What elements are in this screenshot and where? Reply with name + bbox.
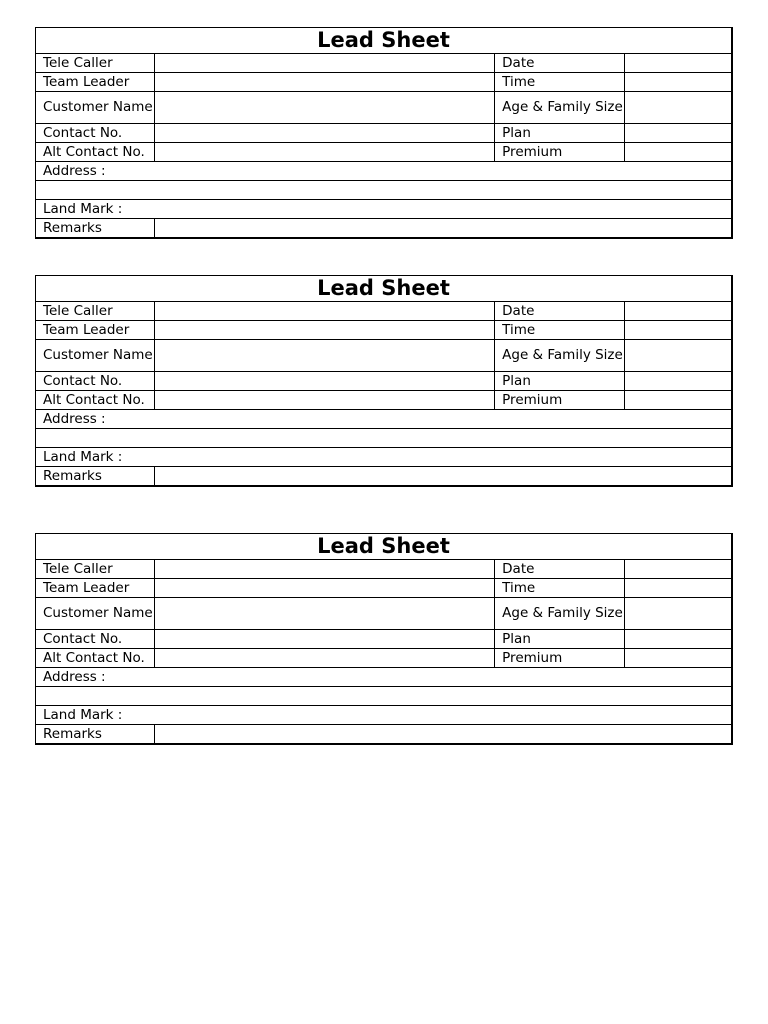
remarks-label: Remarks (36, 725, 155, 745)
contact-no-label: Contact No. (36, 124, 155, 143)
tele-caller-label: Tele Caller (36, 560, 155, 579)
lead-sheet-table (35, 275, 733, 487)
address-field[interactable] (36, 181, 733, 200)
premium-field[interactable] (625, 391, 732, 410)
customer-name-field[interactable] (154, 340, 495, 372)
team-leader-label: Team Leader (36, 73, 155, 92)
alt-contact-no-label: Alt Contact No. (36, 143, 155, 162)
alt-contact-no-field[interactable] (154, 649, 495, 668)
plan-label: Plan (495, 630, 625, 649)
lead-sheet-form (35, 275, 733, 487)
remarks-field[interactable] (154, 725, 732, 745)
time-field[interactable] (625, 321, 732, 340)
tele-caller-label: Tele Caller (36, 54, 155, 73)
team-leader-label: Team Leader (36, 321, 155, 340)
tele-caller-label: Tele Caller (36, 302, 155, 321)
premium-field[interactable] (625, 649, 732, 668)
lead-sheet-table (35, 27, 733, 239)
lead-sheet-title: Lead Sheet (36, 28, 733, 54)
remarks-label: Remarks (36, 219, 155, 239)
age-family-size-label: Age & Family Size (495, 92, 625, 124)
lead-sheet-table (35, 533, 733, 745)
address-label: Address : (36, 410, 733, 429)
lead-sheet-title: Lead Sheet (36, 276, 733, 302)
remarks-field[interactable] (154, 467, 732, 487)
date-label: Date (495, 302, 625, 321)
remarks-field[interactable] (154, 219, 732, 239)
plan-field[interactable] (625, 124, 732, 143)
plan-label: Plan (495, 124, 625, 143)
customer-name-label: Customer Name (36, 92, 155, 124)
plan-field[interactable] (625, 630, 732, 649)
alt-contact-no-label: Alt Contact No. (36, 391, 155, 410)
date-label: Date (495, 54, 625, 73)
team-leader-field[interactable] (154, 321, 495, 340)
address-field[interactable] (36, 429, 733, 448)
tele-caller-field[interactable] (154, 54, 495, 73)
lead-sheet-form (35, 533, 733, 745)
lead-sheet-form (35, 27, 733, 239)
premium-field[interactable] (625, 143, 732, 162)
landmark-label: Land Mark : (36, 200, 733, 219)
age-family-size-field[interactable] (625, 598, 732, 630)
time-label: Time (495, 579, 625, 598)
date-field[interactable] (625, 54, 732, 73)
contact-no-label: Contact No. (36, 372, 155, 391)
landmark-label: Land Mark : (36, 706, 733, 725)
age-family-size-label: Age & Family Size (495, 598, 625, 630)
contact-no-field[interactable] (154, 630, 495, 649)
alt-contact-no-field[interactable] (154, 143, 495, 162)
address-label: Address : (36, 668, 733, 687)
premium-label: Premium (495, 143, 625, 162)
customer-name-field[interactable] (154, 598, 495, 630)
lead-sheet-title: Lead Sheet (36, 534, 733, 560)
customer-name-label: Customer Name (36, 340, 155, 372)
address-label: Address : (36, 162, 733, 181)
customer-name-field[interactable] (154, 92, 495, 124)
alt-contact-no-field[interactable] (154, 391, 495, 410)
plan-label: Plan (495, 372, 625, 391)
tele-caller-field[interactable] (154, 560, 495, 579)
time-field[interactable] (625, 579, 732, 598)
address-field[interactable] (36, 687, 733, 706)
team-leader-field[interactable] (154, 579, 495, 598)
landmark-label: Land Mark : (36, 448, 733, 467)
team-leader-field[interactable] (154, 73, 495, 92)
time-field[interactable] (625, 73, 732, 92)
date-field[interactable] (625, 560, 732, 579)
team-leader-label: Team Leader (36, 579, 155, 598)
age-family-size-field[interactable] (625, 340, 732, 372)
time-label: Time (495, 73, 625, 92)
remarks-label: Remarks (36, 467, 155, 487)
date-label: Date (495, 560, 625, 579)
premium-label: Premium (495, 391, 625, 410)
customer-name-label: Customer Name (36, 598, 155, 630)
tele-caller-field[interactable] (154, 302, 495, 321)
date-field[interactable] (625, 302, 732, 321)
time-label: Time (495, 321, 625, 340)
age-family-size-field[interactable] (625, 92, 732, 124)
contact-no-field[interactable] (154, 124, 495, 143)
contact-no-label: Contact No. (36, 630, 155, 649)
alt-contact-no-label: Alt Contact No. (36, 649, 155, 668)
plan-field[interactable] (625, 372, 732, 391)
premium-label: Premium (495, 649, 625, 668)
contact-no-field[interactable] (154, 372, 495, 391)
age-family-size-label: Age & Family Size (495, 340, 625, 372)
